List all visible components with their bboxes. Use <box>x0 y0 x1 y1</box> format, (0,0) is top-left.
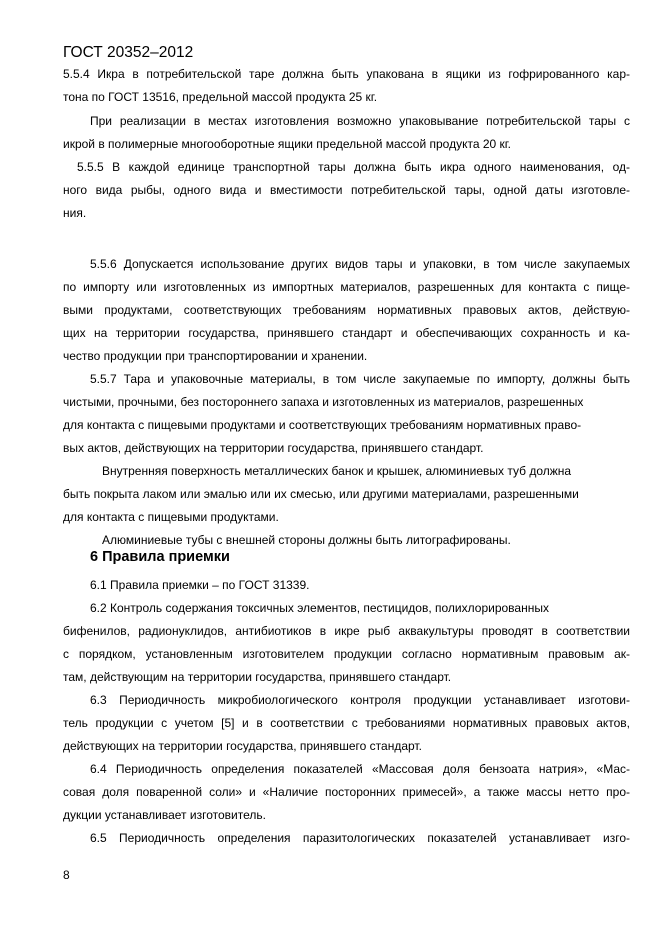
paragraph-line: по импорту или изготовленных из импортных материалов, разрешенных для контакта с пище- <box>63 280 630 294</box>
paragraph-line: 6.3 Периодичность микробиологического контроля продукции устанавливает изготови- <box>90 693 630 707</box>
paragraph-line: бифенилов, радионуклидов, антибиотиков в икре рыб аквакультуры проводят в соответствии <box>63 624 630 638</box>
paragraph-line: с порядком, установленным изготовителем продукции согласно нормативным правовым ак- <box>63 647 630 661</box>
paragraph-line: тель продукции с учетом [5] и в соответствии с требованиями нормативных правовых актов, <box>63 716 630 730</box>
paragraph-line: быть покрыта лаком или эмалью или их смесью, или другими материалами, разрешенными <box>63 487 579 501</box>
paragraph-line: дукции устанавливает изготовитель. <box>63 808 266 822</box>
paragraph-line: 5.5.5 В каждой единице транспортной тары должна быть икра одного наименования, од- <box>77 160 630 174</box>
paragraph-line: щих на территории государства, принявшего стандарт и обеспечивающих сохранность и ка- <box>63 326 630 340</box>
paragraph-line: ния. <box>63 206 87 220</box>
paragraph-line: для контакта с пищевыми продуктами. <box>63 510 279 524</box>
paragraph-line: 5.5.7 Тара и упаковочные материалы, в том числе закупаемые по импорту, должны быть <box>90 372 630 386</box>
paragraph-line: ного вида рыбы, одного вида и вместимости потребительской тары, одной даты изготовле- <box>63 183 630 197</box>
paragraph-line: икрой в полимерные многооборотные ящики предельной массой продукта 20 кг. <box>63 137 512 151</box>
paragraph-line: совая доля поваренной соли» и «Наличие посторонних примесей», а также массы нетто про- <box>63 785 630 799</box>
paragraph-line: вых актов, действующих на территории государства, принявшего стандарт. <box>63 441 484 455</box>
paragraph-line: Внутренняя поверхность металлических банок и крышек, алюминиевых туб должна <box>102 464 572 478</box>
section-6-heading: 6 Правила приемки <box>90 549 230 565</box>
paragraph-line: тона по ГОСТ 13516, предельной массой продукта 25 кг. <box>63 90 378 104</box>
paragraph-line: Алюминиевые тубы с внешней стороны должны быть литографированы. <box>102 533 511 547</box>
document-code-header: ГОСТ 20352–2012 <box>63 44 194 61</box>
paragraph-line: 6.4 Периодичность определения показателей «Массовая доля бензоата натрия», «Мас- <box>90 762 630 776</box>
paragraph-line: При реализации в местах изготовления возможно упаковывание потребительской тары с <box>90 114 630 128</box>
paragraph-line: 6.1 Правила приемки – по ГОСТ 31339. <box>90 578 310 592</box>
paragraph-line: 6.5 Периодичность определения паразитологических показателей устанавливает изго- <box>90 831 630 845</box>
paragraph-line: чество продукции при транспортировании и хранении. <box>63 349 368 363</box>
paragraph-line: там, действующим на территории государства, принявшего стандарт. <box>63 670 452 684</box>
paragraph-line: 5.5.4 Икра в потребительской таре должна быть упакована в ящики из гофрированного кар- <box>63 67 630 81</box>
paragraph-line: 5.5.6 Допускается использование других видов тары и упаковки, в том числе закупаемых <box>90 257 630 271</box>
paragraph-line: 6.2 Контроль содержания токсичных элементов, пестицидов, полихлорированных <box>90 601 549 615</box>
paragraph-line: действующих на территории государства, принявшего стандарт. <box>63 739 422 753</box>
paragraph-line: чистыми, прочными, без постороннего запаха и изготовленных из материалов, разрешенных <box>63 395 584 409</box>
paragraph-line: выми продуктами, соответствующих требованиям нормативных правовых актов, действую- <box>63 303 630 317</box>
page-number: 8 <box>63 868 70 882</box>
paragraph-line: для контакта с пищевыми продуктами и соответствующих требованиям нормативных право- <box>63 418 582 432</box>
